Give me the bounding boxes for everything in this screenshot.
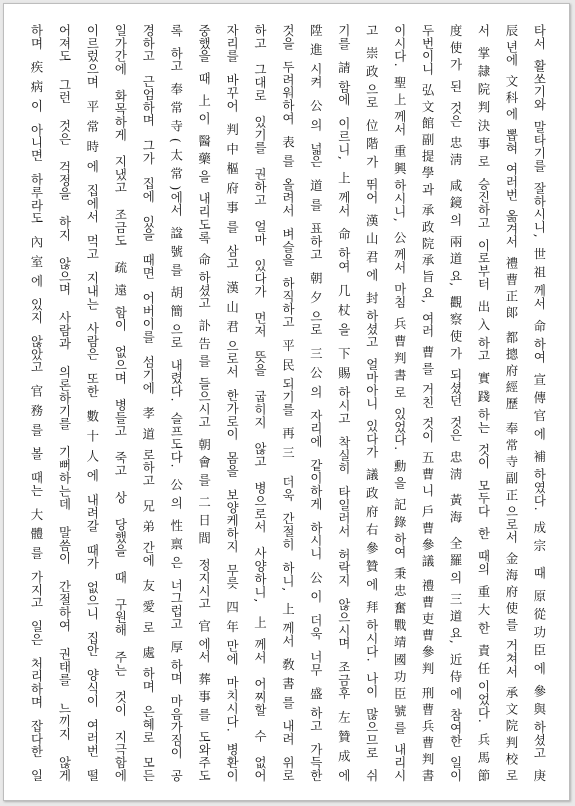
- text-column-13: 중했을 때 上이 醫藥을 내리도록 命하셨고 訃告를 들으시고 朝會를 二日間 정지시고 官에서 葬事를 도와주도: [196, 24, 212, 782]
- text-column-3: 서 掌隷院判決事로 승진하고 이로부터 出入하고 實踐하는 것이 모두다 한 때의 重大한 責任이었다. 兵馬節: [476, 24, 491, 782]
- text-column-1: 타서 활쏘기와 말타기를 잘하시니, 世祖께서 命하여 宣傳官에 補하였다. 成宗 때 原從功臣에 參與하셨고 庚: [531, 24, 547, 782]
- text-column-14: 록 하고 奉常寺(太常)에서 諡號를 胡簡으로 내렸다. 슬프도다. 公의 性禀은 너그럽고 厚하며 마음가짐이 공: [168, 24, 184, 782]
- text-column-18: 어져도 그런 것은 걱정을 하지 않으며 사람과 의론하기를 기뻐하는데 말씀이 간절하여 권태를 느끼지 않게: [56, 24, 72, 782]
- vertical-text-block: [27, 24, 549, 782]
- text-column-7: 고 崇政으로 位階가 뛰어 漢山君에 封하셨고 얼마아니 있다가 議政府右參贊에 拜하시다. 나이 많으므로 쉬: [364, 24, 380, 782]
- text-column-19: 하며 疾病이 아니면 하루라도 內室에 있지 않았고 官務를 볼 때는 大體를 가지고 일은 처리하며 잡다한 일: [29, 24, 44, 782]
- text-column-11: 하고 그대로 있기를 권하고 얼마 있다가 먼저 뜻을 굽히지 않고 병으로서 사양하니, 上께서 어찌할 수 없어: [252, 24, 268, 782]
- text-column-10: 것을 두려워하여 表를 올려서 벼슬을 하직하고 平民되기를 再三 더욱 간절히 하니, 上께서 敎書를 내려 위로: [280, 24, 296, 782]
- text-column-16: 일가간에 화목하게 지냈고 조금도 疏遠함이 없으며 병들고 죽고 상 당했을 때 구원해 주는 것이 지극함에: [112, 24, 128, 782]
- text-column-8: 기를 請함에 이르니, 上께서 命하여 几杖을 下賜하시고 착실히 타일러서 허락지 않으시며 조금후 左贊成에: [336, 24, 352, 782]
- text-column-5: 두번이니 弘文館副提學과 承政院承旨요, 여러 曹를 거친 것이 五曹니 戶曹參議 禮曹吏曹參判 刑曹兵曹判書: [420, 24, 436, 782]
- text-column-4: 度使가 된 것은 忠淸 咸鏡의 兩道요, 觀察使가 되셨던 것은 忠淸 黃海 全羅의 三道요, 近侍에 참여한 일이: [448, 24, 464, 782]
- text-column-2: 辰년에 文科에 뽑혀 여러번 옮겨서 禮曹正郞 都摠府經歷 奉常寺副正으로서 金海府使를 거쳐서 承文院判校로: [503, 24, 519, 782]
- scanned-page: [3, 3, 570, 801]
- text-column-9: 陞進시켜 公의 넓은 道를 표하고 朝夕으로 三公의 자리에 같이하게 하시니 公이 더욱 너무 盛하고 가득한: [308, 24, 324, 782]
- text-column-6: 이시다. 聖上께서 重興하시니, 公께서 마침 兵曹判書로 있었다. 勳을 記錄하여 秉忠奮戰靖國功臣號를 내리시: [392, 24, 408, 782]
- text-column-12: 자리를 바꾸어 判中樞府事를 삼고 漢山君으로서 한가로이 몸을 보양케하지 무릇 四年만에 마치시다. 병환이: [224, 24, 240, 782]
- text-column-15: 경하고 근엄하며 그가 집에 있을 때면 어버이를 섬기에 孝道로하고 兄弟간에 友愛로 處하며 은혜로 모든: [140, 24, 156, 782]
- text-column-17: 이르렀으며 平常時에 집에서 먹고 지내는 사람은 또한 數十人에 내려갈 때가 없으니 집안 양식이 여러번 떨: [84, 24, 100, 782]
